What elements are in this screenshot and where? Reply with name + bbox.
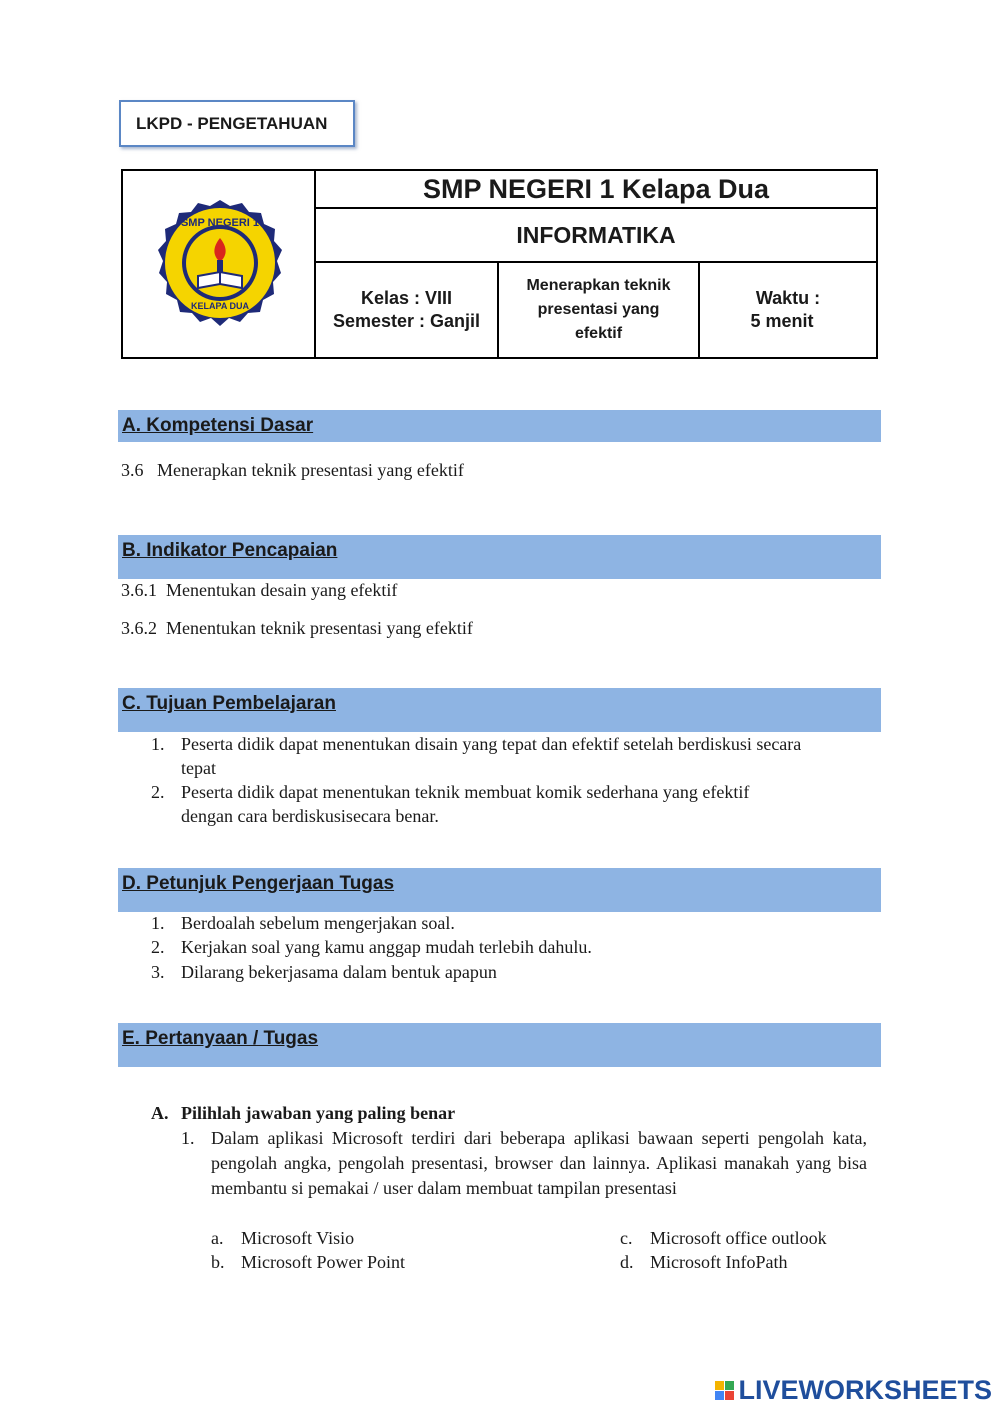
goal-num: 1. [151,734,165,754]
goal-item-1 [151,732,801,780]
instruction-item-3 [151,960,497,984]
kd-text: Menerapkan teknik presentasi yang efektif [157,460,464,480]
option-letter: d. [620,1252,634,1272]
instruction-num: 3. [151,962,165,982]
time-cell [700,263,876,357]
school-name: SMP NEGERI 1 Kelapa Dua [422,173,770,204]
option-text: Microsoft office outlook [650,1228,827,1248]
lkpd-tag [119,100,355,147]
kd-item [121,458,464,482]
section-c-title: C. Tujuan Pembelajaran [122,693,336,714]
goal-text-line2: dengan cara berdiskusisecara benar. [181,806,439,826]
logo-text-bottom: KELAPA DUA [191,301,249,311]
question-part-title: Pilihlah jawaban yang paling benar [181,1103,456,1123]
instruction-text: Kerjakan soal yang kamu anggap mudah terlebih dahulu. [181,937,592,957]
option-c[interactable] [620,1226,827,1250]
section-c-header [118,688,881,732]
section-e-title: E. Pertanyaan / Tugas [122,1028,319,1049]
section-a-header [118,410,881,442]
option-a[interactable] [211,1226,354,1250]
instruction-item-2 [151,935,592,959]
semester-label: Semester : Ganjil [332,311,481,331]
liveworksheets-watermark [715,1375,992,1406]
class-label: Kelas : VIII [360,288,453,308]
indicator-text: Menentukan teknik presentasi yang efektif [166,618,473,638]
time-label: Waktu : [755,288,821,308]
section-b-header [118,535,881,579]
liveworksheets-logo-icon [715,1381,734,1400]
option-b[interactable] [211,1250,405,1274]
lkpd-tag-label: LKPD - PENGETAHUAN [136,113,328,133]
option-letter: c. [620,1228,633,1248]
logo-text-top: SMP NEGERI 1 [180,217,260,229]
option-letter: b. [211,1252,225,1272]
header-table [121,169,878,359]
instruction-num: 2. [151,937,165,957]
instruction-text: Dilarang bekerjasama dalam bentuk apapun [181,962,497,982]
school-logo [150,196,290,336]
indicator-item-1 [121,578,397,602]
goal-text-line1: Peserta didik dapat menentukan teknik membuat komik sederhana yang efektif [181,782,750,802]
indicator-num: 3.6.2 [121,618,157,638]
topic-line-2: presentasi yang [537,301,660,318]
instruction-num: 1. [151,913,165,933]
section-b-title: B. Indikator Pencapaian [122,540,338,561]
goal-text-line1: Peserta didik dapat menentukan disain yang tepat dan efektif setelah berdiskusi secara [181,734,802,754]
topic-cell [499,263,698,357]
question-part-label: A. [151,1103,169,1123]
section-a-title: A. Kompetensi Dasar [122,415,314,436]
option-text: Microsoft Visio [241,1228,355,1248]
indicator-num: 3.6.1 [121,580,157,600]
goal-item-2 [151,780,749,828]
option-text: Microsoft InfoPath [650,1252,788,1272]
goal-text-line2: tepat [181,758,216,778]
section-d-title: D. Petunjuk Pengerjaan Tugas [122,873,395,894]
indicator-item-2 [121,616,473,640]
topic-line-1: Menerapkan teknik [526,277,671,294]
question-1-num: 1. [181,1128,195,1148]
goal-num: 2. [151,782,165,802]
section-e-header [118,1023,881,1067]
subject-name: INFORMATIKA [516,221,676,248]
section-d-header [118,868,881,912]
instruction-text: Berdoalah sebelum mengerjakan soal. [181,913,455,933]
question-part-heading [151,1101,455,1125]
instruction-item-1 [151,911,455,935]
option-d[interactable] [620,1250,787,1274]
question-1-text: Dalam aplikasi Microsoft terdiri dari beberapa aplikasi bawaan seperti pengolah kata, pengolah angka, pengolah presentasi, browser dan lainnya. Aplikasi manakah yang bisa membantu si pemakai / user dalam membuat tampilan presentasi [211,1128,867,1198]
liveworksheets-wordmark: LIVEWORKSHEETS [738,1375,992,1405]
topic-line-3: efektif [574,325,623,342]
class-semester-cell [316,263,497,357]
kd-num: 3.6 [121,460,144,480]
option-letter: a. [211,1228,224,1248]
option-text: Microsoft Power Point [241,1252,405,1272]
time-value: 5 menit [750,311,814,331]
indicator-text: Menentukan desain yang efektif [166,580,398,600]
